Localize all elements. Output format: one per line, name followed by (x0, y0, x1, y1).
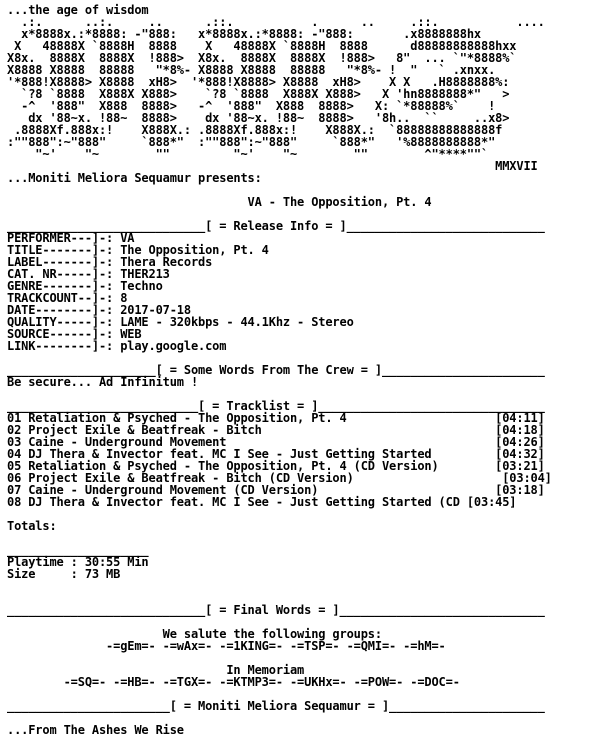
nfo-line: GENRE-------]-: Techno (7, 279, 163, 293)
nfo-line: CAT. NR-----]-: THER213 (7, 267, 170, 281)
nfo-line: .:. ..:. .. .::. . .. .::. .... (7, 15, 559, 29)
nfo-line: `?8 `8888 X888X X888> `?8 `8888 X888X X888> X 'hn8888888*" > (7, 87, 510, 101)
nfo-line (7, 508, 592, 520)
nfo-line: 08 DJ Thera & Invector feat. MC I See - Just Getting Started (CD [03:45] (7, 495, 517, 509)
nfo-line: -^ '888" X888 8888> -^ '888" X888 8888> X: `*88888%` ! (7, 99, 496, 113)
nfo-line: SOURCE------]-: WEB (7, 327, 142, 341)
nfo-line: ...the age of wisdom (7, 3, 149, 17)
nfo-line: dx '88~x. !88~ 8888> dx '88~x. !88~ 8888> '8h.. `` ..x8> (7, 111, 510, 125)
nfo-line: :""888":~"888" `888*" :""888":~"888" `888*" '%8888888888*" (7, 135, 496, 149)
nfo-line: LINK--------]-: play.google.com (7, 339, 227, 353)
nfo-line: 06 Project Exile & Beatfreak - Bitch (CD Version) [03:04] (7, 471, 552, 485)
nfo-line: X 48888X `8888H 8888 X 48888X `8888H 8888 d88888888888hxx (7, 39, 517, 53)
nfo-line: Totals: (7, 519, 57, 533)
nfo-line: -=SQ=- -=HB=- -=TGX=- -=KTMP3=- -=UKHx=- -=POW=- -=DOC=- (7, 675, 460, 689)
nfo-line: Size : 73 MB (7, 567, 121, 581)
nfo-line: In Memoriam (7, 663, 305, 677)
nfo-line: Be secure... Ad Infinitum ! (7, 375, 199, 389)
nfo-line: Playtime : 30:55 Min (7, 555, 149, 569)
nfo-line: VA - The Opposition, Pt. 4 (7, 195, 432, 209)
nfo-line: PERFORMER---]-: VA (7, 231, 135, 245)
nfo-line: 07 Caine - Underground Movement (CD Version) [03:18] (7, 483, 545, 497)
nfo-line: ____________________________[ = Final Words = ]_____________________________ (7, 603, 545, 617)
nfo-line: DATE--------]-: 2017-07-18 (7, 303, 191, 317)
nfo-line: ____________________ (7, 543, 149, 557)
nfo-line: MMXVII (7, 159, 538, 173)
nfo-line: -=gEm=- -=wAx=- -=1KING=- -=TSP=- -=QMI=- -=hM=- (7, 639, 446, 653)
nfo-line: "~' "~ "" "~' "~ "" ^"****""` (7, 147, 489, 161)
nfo-line: X8x. 8888X 8888X !888> X8x. 8888X 8888X !888> 8" ... `"*8888%` (7, 51, 517, 65)
nfo-line: x*8888x.:*8888: -"888: x*8888x.:*8888: -"888: .x8888888hx (7, 27, 510, 41)
nfo-line: '*888!X8888> X8888 xH8> '*888!X8888> X8888 xH8> X X .H8888888%: (7, 75, 517, 89)
nfo-line: _____________________[ = Some Words From The Crew = ]_______________________ (7, 363, 545, 377)
nfo-line (7, 580, 592, 592)
nfo-line: ...From The Ashes We Rise (7, 723, 184, 737)
nfo-line: 02 Project Exile & Beatfreak - Bitch [04:18] (7, 423, 545, 437)
nfo-line: LABEL-------]-: Thera Records (7, 255, 213, 269)
nfo-line: 05 Retaliation & Psyched - The Opposition, Pt. 4 (CD Version) [03:21] (7, 459, 545, 473)
nfo-line: QUALITY-----]-: LAME - 320kbps - 44.1Khz - Stereo (7, 315, 354, 329)
nfo-line: 01 Retaliation & Psyched - The Opposition, Pt. 4 [04:11] (7, 411, 545, 425)
nfo-line: ____________________________[ = Release Info = ]____________________________ (7, 219, 545, 233)
nfo-line: 04 DJ Thera & Invector feat. MC I See - Just Getting Started [04:32] (7, 447, 545, 461)
nfo-line: We salute the following groups: (7, 627, 382, 641)
nfo-line: TRACKCOUNT--]-: 8 (7, 291, 128, 305)
nfo-line: TITLE-------]-: The Opposition, Pt. 4 (7, 243, 269, 257)
nfo-line: ...Moniti Meliora Sequamur presents: (7, 171, 262, 185)
nfo-line: .8888Xf.888x:! X888X.: .8888Xf.888x:! X888X.: `88888888888888f (7, 123, 503, 137)
nfo-line: ___________________________[ = Tracklist = ]________________________________ (7, 399, 545, 413)
nfo-line: X8888 X8888 88888 "*8%- X8888 X8888 88888 "*8%- ! " ` .xnxx. (7, 63, 510, 77)
nfo-line: 03 Caine - Underground Movement [04:26] (7, 435, 545, 449)
nfo-line: _______________________[ = Moniti Meliora Sequamur = ]______________________ (7, 699, 545, 713)
